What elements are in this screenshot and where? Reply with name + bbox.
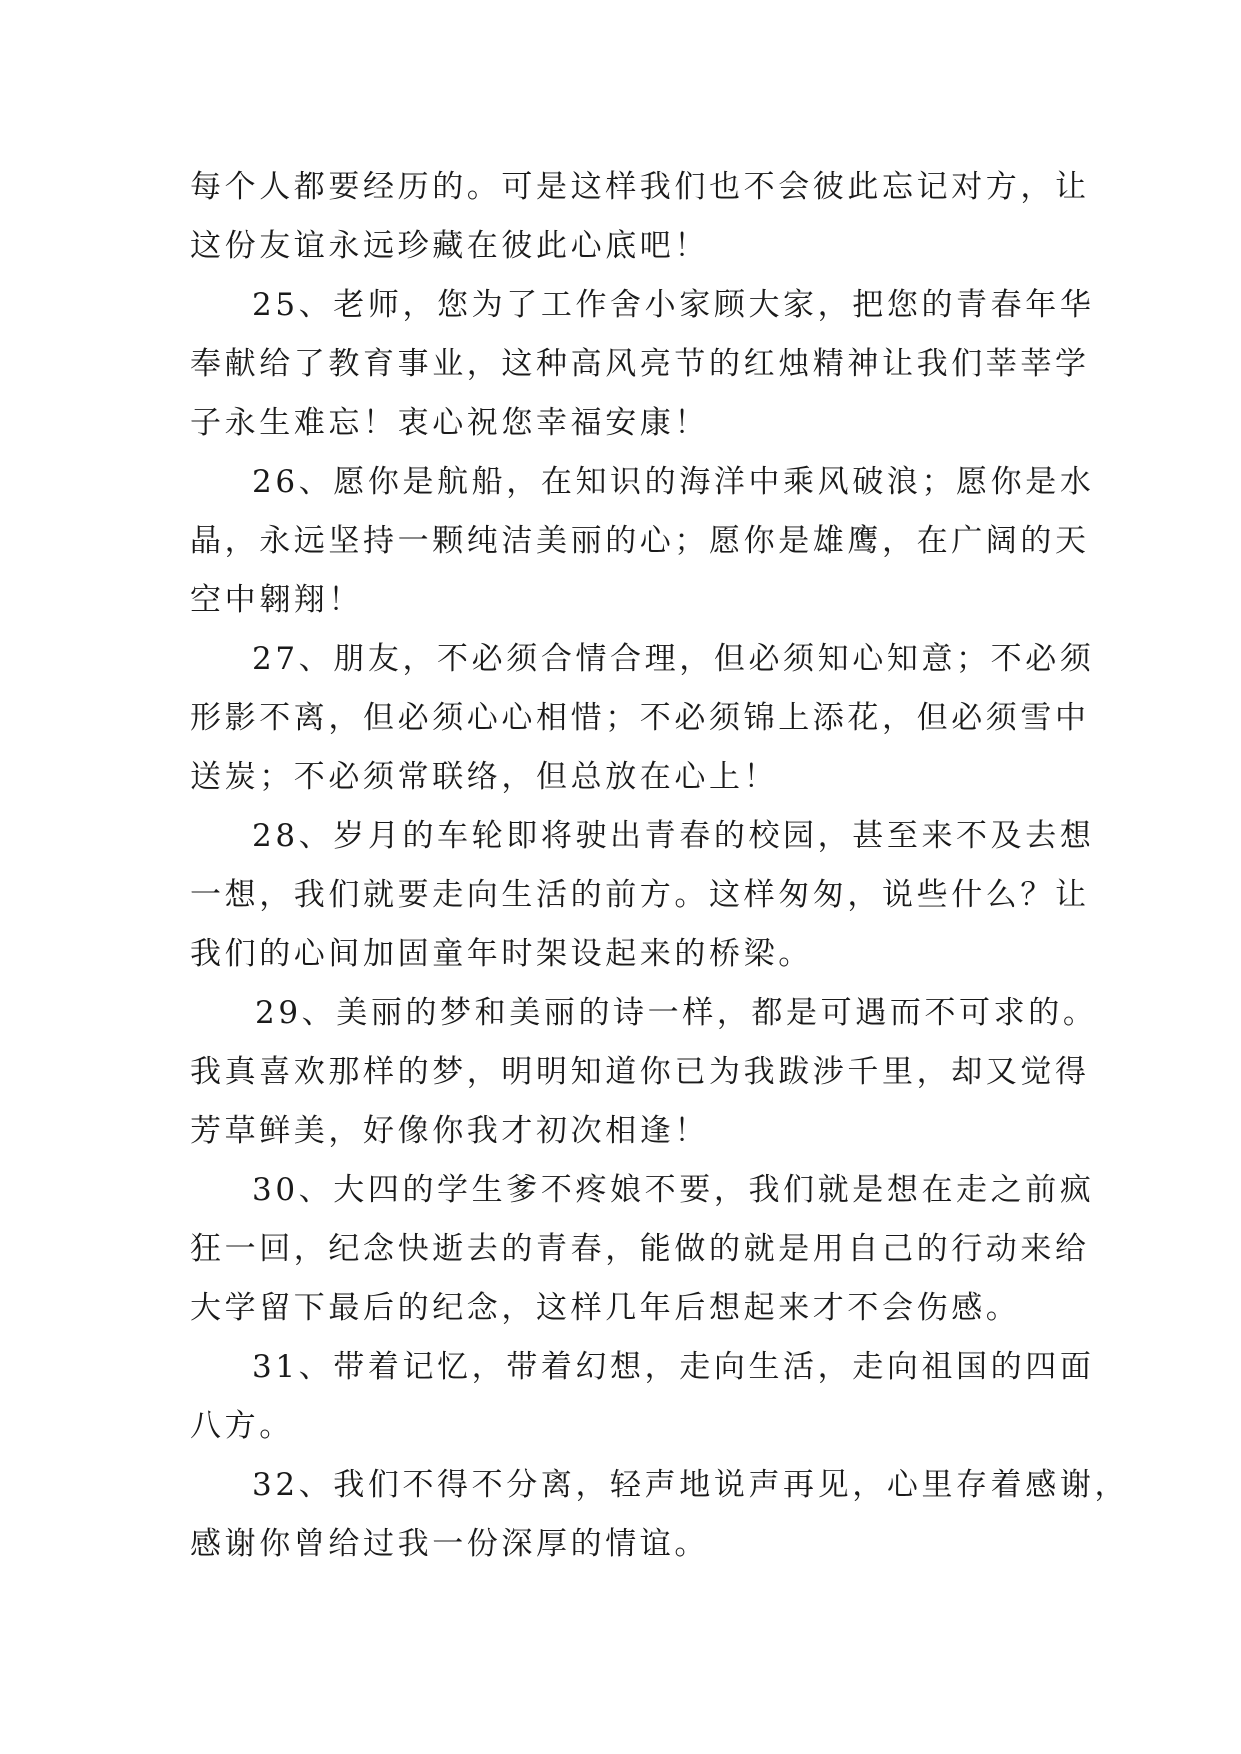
text-line: 芳草鲜美，好像你我才初次相逢！ [190,1113,709,1149]
body-text [190,158,1130,1574]
text-line: 感谢你曾给过我一份深厚的情谊。 [190,1526,709,1562]
paragraph-31-start: 31、带着记忆，带着幻想，走向生活，走向祖国的四面 [252,1349,1095,1385]
text-line: 子永生难忘！衷心祝您幸福安康！ [190,405,709,441]
paragraph-29-start: 29、美丽的梦和美丽的诗一样，都是可遇而不可求的。 [255,995,1098,1031]
text-line: 每个人都要经历的。可是这样我们也不会彼此忘记对方，让 [190,169,1090,205]
text-line: 这份友谊永远珍藏在彼此心底吧！ [190,228,709,264]
paragraph-28-start: 28、岁月的车轮即将驶出青春的校园，甚至来不及去想 [252,818,1095,854]
text-line: 一想，我们就要走向生活的前方。这样匆匆，说些什么？让 [190,877,1090,913]
paragraph-32-start: 32、我们不得不分离，轻声地说声再见，心里存着感谢， [252,1467,1130,1503]
text-line: 我真喜欢那样的梦，明明知道你已为我跋涉千里，却又觉得 [190,1054,1090,1090]
paragraph-25-start: 25、老师，您为了工作舍小家顾大家，把您的青春年华 [252,287,1095,323]
text-line: 空中翱翔！ [190,582,363,618]
text-line: 形影不离，但必须心心相惜；不必须锦上添花，但必须雪中 [190,700,1090,736]
text-line: 狂一回，纪念快逝去的青春，能做的就是用自己的行动来给 [190,1231,1090,1267]
paragraph-26-start: 26、愿你是航船，在知识的海洋中乘风破浪；愿你是水 [252,464,1095,500]
text-line: 晶，永远坚持一颗纯洁美丽的心；愿你是雄鹰，在广阔的天 [190,523,1090,559]
text-line: 送炭；不必须常联络，但总放在心上！ [190,759,779,795]
paragraph-30-start: 30、大四的学生爹不疼娘不要，我们就是想在走之前疯 [252,1172,1095,1208]
text-line: 八方。 [190,1408,294,1444]
text-line: 我们的心间加固童年时架设起来的桥梁。 [190,936,813,972]
text-line: 奉献给了教育事业，这种高风亮节的红烛精神让我们莘莘学 [190,346,1090,382]
paragraph-27-start: 27、朋友，不必须合情合理，但必须知心知意；不必须 [252,641,1095,677]
text-line: 大学留下最后的纪念，这样几年后想起来才不会伤感。 [190,1290,1021,1326]
